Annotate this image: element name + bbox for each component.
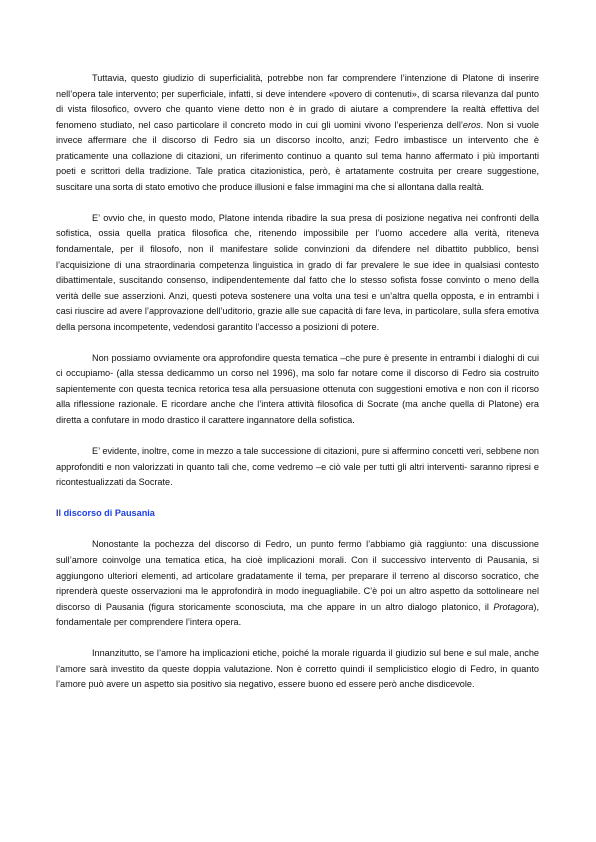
paragraph-3 — [56, 351, 539, 429]
paragraph-5 — [56, 537, 539, 630]
text-run: Tuttavia, questo giudizio di superficialità, potrebbe non far comprendere l’intenzione di Platone di inserire nell’opera tale intervento; per superficiale, infatti, si deve intendere «povero di contenuti», di scarsa rilevanza dal punto di vista filosofico, ovvero che quanto viene detto non è in grado di aiutare a comprendere la realtà effettiva del fenomeno studiato, nel caso particolare il concreto modo in cui gli uomini vivono l’esperienza dell’ — [56, 73, 539, 130]
text-run: . Non si vuole invece affermare che il discorso di Fedro sia un discorso incolto, anzi; Fedro imbastisce un intervento che è praticamente una collazione di citazioni, un riferimento continuo a quanto sul tema hanno affermato i più importanti poeti e scrittori della tradizione. Tale pratica citazionistica, però, è artatamente costruita per creare suggestione, suscitare una sorta di stato emotivo che produce illusioni e false immagini ma che si allontana dalla realtà. — [56, 119, 539, 192]
text-run-italic: Protagora — [493, 601, 534, 612]
text-run: ), fondamentale per comprendere l’intera opera. — [56, 601, 539, 628]
paragraph-1 — [56, 71, 539, 195]
paragraph-6 — [56, 646, 539, 693]
section-heading: Il discorso di Pausania — [56, 508, 155, 519]
text-run-italic: eros — [462, 119, 481, 130]
paragraph-4 — [56, 444, 539, 491]
text-run: Innanzitutto, se l’amore ha implicazioni etiche, poiché la morale riguarda il giudizio sul bene e sul male, anche l’amore sarà investito da queste doppia valutazione. Non è corretto quindi il semplicistico elogio di Fedro, in quanto l’amore può avere un aspetto sia positivo sia negativo, essere buono ed essere però anche disdicevole. — [56, 648, 539, 690]
document-body — [56, 71, 539, 708]
text-run: E’ evidente, inoltre, come in mezzo a tale successione di citazioni, pure si affermino concetti veri, sebbene non approfonditi e non valorizzati in quanto tali che, come vedremo –e ciò vale per tutti gli altri interventi- saranno ripresi e ricontestualizzati da Socrate. — [56, 446, 539, 488]
text-run: Non possiamo ovviamente ora approfondire questa tematica –che pure è presente in entrambi i dialoghi di cui ci occupiamo- (alla stessa dedicammo un corso nel 1996), ma solo far notare come il discorso di Fedro sia costruito sapientemente con questa tecnica retorica tesa alla persuasione ottenuta con suggestioni emotiva e non con il ricorso alla riflessione razionale. E ricordare anche che l’intera attività filosofica di Socrate (ma anche quella di Platone) era diretta a confutare in modo drastico il carattere ingannatore della sofistica. — [56, 352, 539, 426]
text-run: Nonostante la pochezza del discorso di Fedro, un punto fermo l’abbiamo già raggiunto: una discussione sull’amore coinvolge una tematica etica, ha cioè implicazioni morali. Con il successivo intervento di Pausania, si aggiungono ulteriori elementi, ad articolare gradatamente il tema, per preparare il terreno al discorso socratico, che riprenderà queste osservazioni ma le approfondirà in modo ineguagliabile. C’è poi un altro aspetto da sottolineare nel discorso di Pausania (figura storicamente sconosciuta, ma che appare in un altro dialogo platonico, il — [56, 539, 539, 612]
text-run: E’ ovvio che, in questo modo, Platone intenda ribadire la sua presa di posizione negativa nei confronti della sofistica, ossia quella pratica filosofica che, ritenendo impossibile per l’uomo accedere alla verità, riteneva fondamentale, per il filosofo, non il manifestare solide convinzioni da difendere nel dibattito pubblico, bensì l’acquisizione di una straordinaria competenza linguistica in grado di far prevalere le sue idee in qualsiasi contesto dibattimentale, suscitando consenso, indipendentemente dal fatto che lo stesso sofista fosse convinto o meno della verità delle sue asserzioni. Anzi, questi poteva sostenere una volta una tesi e un’altra quella opposta, e in entrambi i casi riuscire ad avere l’approvazione dell’uditorio, grazie alle sue capacità di fare leva, in particolare, sulla sfera emotiva della persona incompetente, vedendosi garantito l’accesso a posizioni di potere. — [56, 212, 539, 332]
paragraph-2 — [56, 211, 539, 335]
